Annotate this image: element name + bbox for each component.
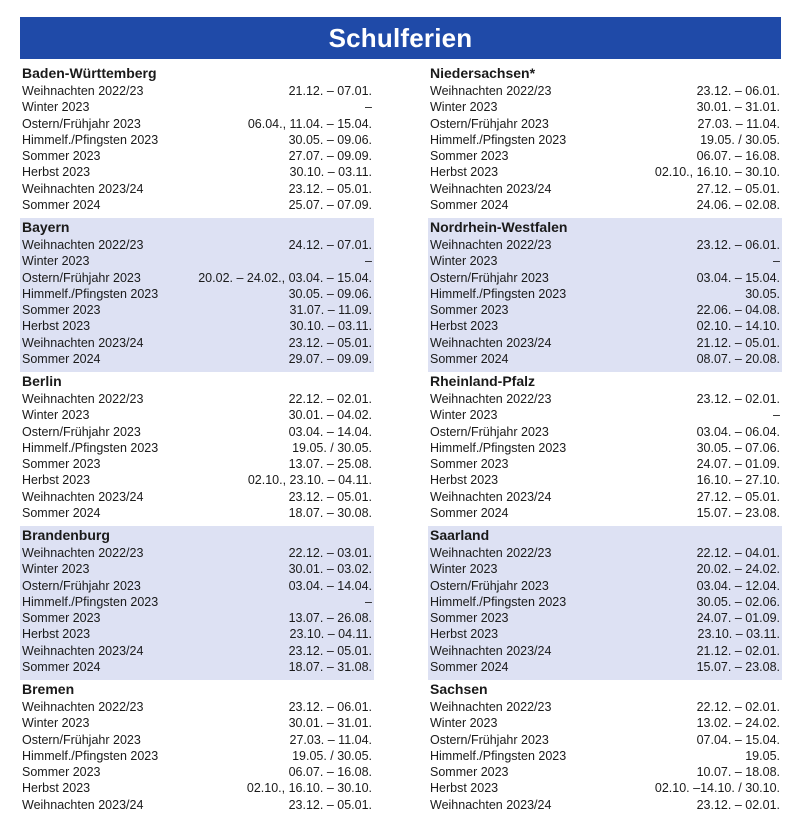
holiday-label: Ostern/Frühjahr 2023 xyxy=(22,424,141,439)
holiday-label: Ostern/Frühjahr 2023 xyxy=(430,732,549,747)
holiday-label: Winter 2023 xyxy=(22,562,90,577)
holiday-row xyxy=(428,237,782,253)
holiday-row xyxy=(20,489,374,505)
holiday-label: Herbst 2023 xyxy=(22,473,91,488)
state-block xyxy=(20,526,374,680)
holiday-row xyxy=(428,83,782,99)
holiday-row xyxy=(428,99,782,115)
holiday-dates: – xyxy=(365,254,372,269)
holiday-dates: 20.02. – 24.02. xyxy=(696,562,780,577)
holiday-dates: 02.10., 23.10. – 04.11. xyxy=(247,473,372,488)
holiday-row xyxy=(20,164,374,180)
holiday-dates: 23.12. – 06.01. xyxy=(696,238,780,252)
holiday-dates: 19.05. / 30.05. xyxy=(292,748,372,763)
holiday-label: Weihnachten 2022/23 xyxy=(22,546,144,560)
holiday-row xyxy=(20,99,374,115)
holiday-row xyxy=(428,440,782,456)
holiday-label: Ostern/Frühjahr 2023 xyxy=(430,270,549,285)
holiday-label: Sommer 2024 xyxy=(430,506,509,521)
holiday-label: Weihnachten 2023/24 xyxy=(22,489,144,504)
holiday-label: Sommer 2024 xyxy=(22,506,101,521)
holiday-row xyxy=(428,715,782,731)
holiday-row xyxy=(20,764,374,780)
holiday-label: Winter 2023 xyxy=(430,716,498,731)
holiday-label: Sommer 2023 xyxy=(22,611,101,626)
holiday-label: Weihnachten 2022/23 xyxy=(22,238,144,252)
holiday-label: Herbst 2023 xyxy=(22,319,91,334)
holiday-dates: 10.07. – 18.08. xyxy=(696,765,780,780)
holiday-label: Weihnachten 2023/24 xyxy=(430,797,552,812)
holiday-row xyxy=(20,407,374,423)
holiday-dates: 06.07. – 16.08. xyxy=(696,149,780,164)
holiday-dates: – xyxy=(773,408,780,423)
holiday-dates: 02.10., 16.10. – 30.10. xyxy=(654,165,780,180)
holiday-dates: 23.12. – 05.01. xyxy=(288,797,372,812)
holiday-row xyxy=(428,270,782,286)
holiday-label: Winter 2023 xyxy=(430,562,498,577)
holiday-dates: 24.07. – 01.09. xyxy=(696,611,780,626)
holiday-dates: 25.07. – 07.09. xyxy=(288,198,372,213)
holiday-dates: 13.02. – 24.02. xyxy=(696,716,780,731)
holiday-dates: 19.05. / 30.05. xyxy=(292,440,372,455)
holiday-dates: 18.07. – 30.08. xyxy=(288,506,372,521)
holiday-label: Himmelf./Pfingsten 2023 xyxy=(22,440,159,455)
holiday-label: Winter 2023 xyxy=(22,716,90,731)
holiday-dates: 13.07. – 25.08. xyxy=(288,457,372,472)
holiday-dates: 23.10. – 03.11. xyxy=(697,627,780,642)
holiday-label: Weihnachten 2023/24 xyxy=(430,489,552,504)
holiday-row xyxy=(20,424,374,440)
state-block xyxy=(428,680,782,834)
holiday-label: Weihnachten 2023/24 xyxy=(22,797,144,812)
holiday-row xyxy=(428,197,782,213)
holiday-label: Weihnachten 2022/23 xyxy=(22,700,144,714)
holiday-row xyxy=(20,578,374,594)
holiday-label: Sommer 2023 xyxy=(22,149,101,164)
holiday-row xyxy=(428,286,782,302)
holiday-row xyxy=(428,610,782,626)
holiday-row xyxy=(20,116,374,132)
holiday-dates: 21.12. – 05.01. xyxy=(696,335,780,350)
holiday-row xyxy=(20,132,374,148)
holiday-label: Himmelf./Pfingsten 2023 xyxy=(22,594,159,609)
holiday-label: Weihnachten 2023/24 xyxy=(430,643,552,658)
holiday-label: Herbst 2023 xyxy=(22,165,91,180)
holiday-row xyxy=(20,302,374,318)
holiday-label: Winter 2023 xyxy=(430,254,498,269)
holiday-row xyxy=(20,545,374,561)
holiday-label: Herbst 2023 xyxy=(22,627,91,642)
holiday-dates: – xyxy=(365,100,372,115)
left-column xyxy=(20,64,374,834)
holiday-row xyxy=(20,253,374,269)
holiday-row xyxy=(428,699,782,715)
holiday-dates: 27.12. – 05.01. xyxy=(696,181,780,196)
holiday-label: Herbst 2023 xyxy=(22,781,91,796)
holiday-row xyxy=(428,116,782,132)
state-name: Nordrhein-Westfalen xyxy=(430,219,568,235)
state-name: Sachsen xyxy=(430,681,488,697)
holiday-row xyxy=(20,659,374,675)
holiday-row xyxy=(428,764,782,780)
state-name: Bremen xyxy=(22,681,75,697)
holiday-label: Sommer 2023 xyxy=(430,149,509,164)
holiday-row xyxy=(428,659,782,675)
holiday-label: Weihnachten 2023/24 xyxy=(430,335,552,350)
holiday-label: Sommer 2023 xyxy=(430,457,509,472)
holiday-row xyxy=(20,456,374,472)
page-title: Schulferien xyxy=(328,22,473,53)
holiday-label: Winter 2023 xyxy=(22,100,90,115)
holiday-dates: – xyxy=(365,594,372,609)
holiday-dates: 24.06. – 02.08. xyxy=(696,198,780,213)
holiday-row xyxy=(20,148,374,164)
holiday-dates: 27.03. – 11.04. xyxy=(289,732,372,747)
holiday-row xyxy=(428,181,782,197)
holiday-label: Himmelf./Pfingsten 2023 xyxy=(430,286,567,301)
holiday-row xyxy=(428,626,782,642)
holiday-row xyxy=(20,643,374,659)
holiday-row xyxy=(20,610,374,626)
state-name: Brandenburg xyxy=(22,527,110,543)
holiday-row xyxy=(20,594,374,610)
holiday-label: Weihnachten 2023/24 xyxy=(430,181,552,196)
holiday-row xyxy=(20,732,374,748)
holiday-dates: 30.01. – 31.01. xyxy=(696,100,780,115)
holiday-label: Weihnachten 2022/23 xyxy=(430,238,552,252)
holiday-dates: 06.04., 11.04. – 15.04. xyxy=(247,116,372,131)
holiday-dates: 23.12. – 05.01. xyxy=(288,643,372,658)
holiday-row xyxy=(428,456,782,472)
holiday-row xyxy=(428,505,782,521)
holiday-dates: 23.12. – 02.01. xyxy=(696,392,780,406)
holiday-dates: 23.12. – 02.01. xyxy=(696,797,780,812)
holiday-dates: 21.12. – 07.01. xyxy=(288,84,372,98)
holiday-row xyxy=(20,391,374,407)
holiday-label: Weihnachten 2023/24 xyxy=(22,643,144,658)
holiday-label: Weihnachten 2022/23 xyxy=(430,700,552,714)
holiday-dates: 30.01. – 04.02. xyxy=(288,408,372,423)
holiday-row xyxy=(20,440,374,456)
holiday-dates: 30.10. – 03.11. xyxy=(289,165,372,180)
holiday-row xyxy=(20,286,374,302)
holiday-row xyxy=(20,505,374,521)
holiday-dates: 22.12. – 02.01. xyxy=(288,392,372,406)
holiday-row xyxy=(428,302,782,318)
right-column xyxy=(428,64,782,834)
holiday-label: Himmelf./Pfingsten 2023 xyxy=(22,132,159,147)
holiday-dates: 30.05. – 09.06. xyxy=(288,132,372,147)
holiday-dates: 20.02. – 24.02., 03.04. – 15.04. xyxy=(198,270,372,285)
holiday-row xyxy=(428,424,782,440)
holiday-label: Sommer 2024 xyxy=(430,198,509,213)
holiday-dates: 03.04. – 14.04. xyxy=(288,424,372,439)
holiday-dates: – xyxy=(773,254,780,269)
holiday-row xyxy=(20,561,374,577)
holiday-dates: 22.12. – 02.01. xyxy=(696,700,780,714)
holiday-row xyxy=(428,148,782,164)
holiday-label: Herbst 2023 xyxy=(430,781,499,796)
holiday-dates: 24.07. – 01.09. xyxy=(696,457,780,472)
holiday-label: Herbst 2023 xyxy=(430,319,499,334)
holiday-label: Weihnachten 2022/23 xyxy=(430,84,552,98)
holiday-row xyxy=(428,545,782,561)
holiday-dates: 22.06. – 04.08. xyxy=(696,303,780,318)
holiday-label: Sommer 2023 xyxy=(430,303,509,318)
holiday-row xyxy=(20,748,374,764)
holiday-dates: 22.12. – 04.01. xyxy=(696,546,780,560)
holiday-label: Herbst 2023 xyxy=(430,627,499,642)
holiday-dates: 23.12. – 05.01. xyxy=(288,335,372,350)
holiday-dates: 31.07. – 11.09. xyxy=(289,303,372,318)
state-block xyxy=(428,218,782,372)
state-block xyxy=(428,526,782,680)
state-block xyxy=(20,218,374,372)
holiday-dates: 24.12. – 07.01. xyxy=(288,238,372,252)
holiday-dates: 30.01. – 03.02. xyxy=(288,562,372,577)
holiday-label: Sommer 2023 xyxy=(22,303,101,318)
holiday-label: Ostern/Frühjahr 2023 xyxy=(22,116,141,131)
holiday-label: Himmelf./Pfingsten 2023 xyxy=(22,286,159,301)
holiday-dates: 18.07. – 31.08. xyxy=(288,660,372,675)
holiday-label: Sommer 2024 xyxy=(22,660,101,675)
holiday-label: Weihnachten 2022/23 xyxy=(430,392,552,406)
holiday-label: Ostern/Frühjahr 2023 xyxy=(430,578,549,593)
holiday-row xyxy=(428,797,782,813)
holiday-dates: 02.10. – 14.10. xyxy=(696,319,780,334)
holiday-dates: 27.12. – 05.01. xyxy=(696,489,780,504)
holiday-label: Herbst 2023 xyxy=(430,165,499,180)
holiday-label: Ostern/Frühjahr 2023 xyxy=(430,424,549,439)
state-name: Baden-Württemberg xyxy=(22,65,157,81)
holiday-dates: 23.12. – 06.01. xyxy=(696,84,780,98)
state-block xyxy=(20,680,374,834)
holiday-dates: 30.05. xyxy=(745,286,780,301)
state-block xyxy=(20,372,374,526)
holiday-row xyxy=(428,643,782,659)
holiday-label: Weihnachten 2022/23 xyxy=(22,392,144,406)
holiday-row xyxy=(20,626,374,642)
holiday-row xyxy=(428,351,782,367)
holiday-label: Winter 2023 xyxy=(22,408,90,423)
holiday-label: Sommer 2023 xyxy=(22,457,101,472)
state-block xyxy=(20,64,374,218)
holiday-row xyxy=(428,472,782,488)
holiday-label: Himmelf./Pfingsten 2023 xyxy=(430,440,567,455)
holiday-dates: 07.04. – 15.04. xyxy=(696,732,780,747)
state-block xyxy=(428,64,782,218)
holiday-label: Winter 2023 xyxy=(22,254,90,269)
holiday-dates: 23.12. – 06.01. xyxy=(288,700,372,714)
holiday-dates: 30.10. – 03.11. xyxy=(289,319,372,334)
state-name: Niedersachsen* xyxy=(430,65,536,81)
holiday-row xyxy=(428,780,782,796)
holiday-row xyxy=(428,318,782,334)
holiday-row xyxy=(20,335,374,351)
holiday-dates: 22.12. – 03.01. xyxy=(288,546,372,560)
holiday-row xyxy=(428,391,782,407)
page-title-banner xyxy=(20,17,781,59)
holiday-row xyxy=(428,335,782,351)
holiday-dates: 03.04. – 15.04. xyxy=(696,270,780,285)
holiday-row xyxy=(20,270,374,286)
state-name: Saarland xyxy=(430,527,490,543)
holiday-row xyxy=(428,732,782,748)
holiday-row xyxy=(428,748,782,764)
holiday-dates: 03.04. – 06.04. xyxy=(696,424,780,439)
holiday-dates: 29.07. – 09.09. xyxy=(288,352,372,367)
holiday-dates: 23.12. – 05.01. xyxy=(288,489,372,504)
holiday-row xyxy=(428,594,782,610)
holiday-label: Sommer 2024 xyxy=(22,352,101,367)
holiday-dates: 03.04. – 12.04. xyxy=(696,578,780,593)
holiday-dates: 21.12. – 02.01. xyxy=(696,643,780,658)
holiday-dates: 30.05. – 07.06. xyxy=(696,440,780,455)
holiday-row xyxy=(20,351,374,367)
holiday-label: Herbst 2023 xyxy=(430,473,499,488)
holiday-label: Sommer 2024 xyxy=(430,660,509,675)
holiday-dates: 13.07. – 26.08. xyxy=(288,611,372,626)
holiday-row xyxy=(20,715,374,731)
holiday-dates: 27.07. – 09.09. xyxy=(288,149,372,164)
holiday-dates: 02.10. –14.10. / 30.10. xyxy=(654,781,780,796)
holiday-row xyxy=(428,164,782,180)
holiday-dates: 03.04. – 14.04. xyxy=(288,578,372,593)
holiday-label: Ostern/Frühjahr 2023 xyxy=(22,732,141,747)
holiday-dates: 23.12. – 05.01. xyxy=(288,181,372,196)
holiday-dates: 16.10. – 27.10. xyxy=(696,473,780,488)
holiday-label: Ostern/Frühjahr 2023 xyxy=(22,578,141,593)
holiday-dates: 30.05. – 02.06. xyxy=(696,594,780,609)
holiday-dates: 19.05. xyxy=(745,748,780,763)
holiday-label: Sommer 2023 xyxy=(22,765,101,780)
holiday-label: Weihnachten 2023/24 xyxy=(22,335,144,350)
holiday-label: Himmelf./Pfingsten 2023 xyxy=(430,748,567,763)
holiday-dates: 23.10. – 04.11. xyxy=(289,627,372,642)
holiday-label: Sommer 2023 xyxy=(430,765,509,780)
holiday-label: Weihnachten 2023/24 xyxy=(22,181,144,196)
holiday-row xyxy=(20,472,374,488)
holiday-label: Weihnachten 2022/23 xyxy=(22,84,144,98)
holiday-row xyxy=(428,407,782,423)
holiday-dates: 06.07. – 16.08. xyxy=(288,765,372,780)
holiday-label: Winter 2023 xyxy=(430,100,498,115)
state-block xyxy=(428,372,782,526)
holiday-dates: 19.05. / 30.05. xyxy=(700,132,780,147)
holiday-row xyxy=(428,561,782,577)
holiday-row xyxy=(428,132,782,148)
holiday-label: Sommer 2024 xyxy=(430,352,509,367)
holiday-label: Himmelf./Pfingsten 2023 xyxy=(430,132,567,147)
holiday-label: Ostern/Frühjahr 2023 xyxy=(430,116,549,131)
holiday-row xyxy=(20,181,374,197)
state-name: Rheinland-Pfalz xyxy=(430,373,536,389)
holiday-dates: 15.07. – 23.08. xyxy=(696,660,780,675)
holiday-label: Himmelf./Pfingsten 2023 xyxy=(430,594,567,609)
holiday-row xyxy=(20,237,374,253)
holiday-row xyxy=(20,83,374,99)
holiday-row xyxy=(20,197,374,213)
holiday-label: Ostern/Frühjahr 2023 xyxy=(22,270,141,285)
holiday-label: Himmelf./Pfingsten 2023 xyxy=(22,748,159,763)
holiday-dates: 08.07. – 20.08. xyxy=(696,352,780,367)
holiday-label: Weihnachten 2022/23 xyxy=(430,546,552,560)
holiday-row xyxy=(20,797,374,813)
holiday-row xyxy=(20,699,374,715)
holiday-dates: 30.05. – 09.06. xyxy=(288,286,372,301)
holiday-dates: 30.01. – 31.01. xyxy=(288,716,372,731)
holiday-row xyxy=(20,318,374,334)
holiday-dates: 15.07. – 23.08. xyxy=(696,506,780,521)
holiday-row xyxy=(20,780,374,796)
holiday-row xyxy=(428,489,782,505)
holiday-label: Winter 2023 xyxy=(430,408,498,423)
holiday-dates: 02.10., 16.10. – 30.10. xyxy=(246,781,372,796)
state-name: Bayern xyxy=(22,219,70,235)
holiday-row xyxy=(428,578,782,594)
holiday-dates: 27.03. – 11.04. xyxy=(697,116,780,131)
state-name: Berlin xyxy=(22,373,62,389)
holiday-label: Sommer 2023 xyxy=(430,611,509,626)
holiday-row xyxy=(428,253,782,269)
holiday-label: Sommer 2024 xyxy=(22,198,101,213)
